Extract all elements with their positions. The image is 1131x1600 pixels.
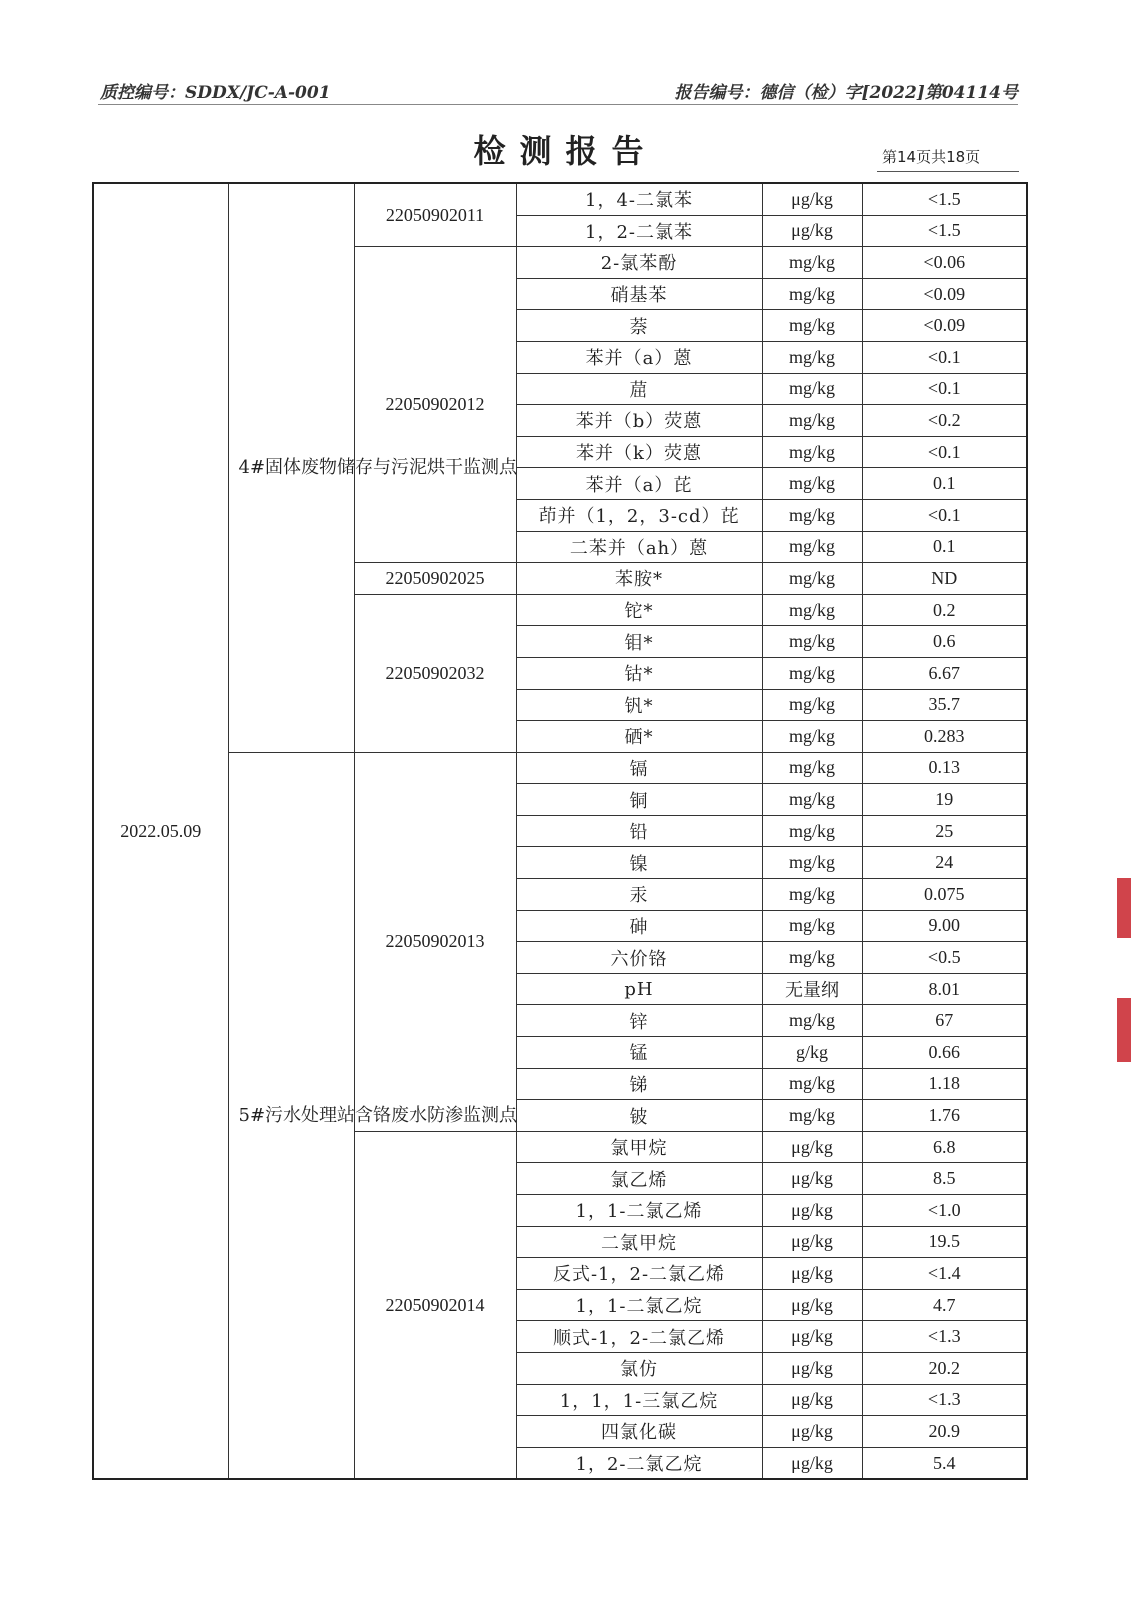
result-value: 35.7: [862, 689, 1027, 721]
test-item: 锑: [516, 1068, 762, 1100]
result-value: 5.4: [862, 1447, 1027, 1479]
unit: μg/kg: [762, 1289, 862, 1321]
unit: mg/kg: [762, 784, 862, 816]
test-item: 砷: [516, 910, 762, 942]
sample-number: 22050902012: [354, 247, 516, 563]
report-number: 报告编号：德信（检）字[2022]第04114号: [674, 83, 1018, 103]
test-item: 氯仿: [516, 1352, 762, 1384]
result-value: <1.4: [862, 1258, 1027, 1290]
unit: mg/kg: [762, 310, 862, 342]
seal-fragment: [1117, 878, 1131, 938]
test-item: 钴*: [516, 657, 762, 689]
result-value: 0.283: [862, 721, 1027, 753]
result-value: 8.01: [862, 973, 1027, 1005]
result-value: <0.1: [862, 436, 1027, 468]
unit: mg/kg: [762, 436, 862, 468]
test-item: 1，1，1-三氯乙烷: [516, 1384, 762, 1416]
unit: mg/kg: [762, 879, 862, 911]
result-value: 0.2: [862, 594, 1027, 626]
monitoring-site: 4#固体废物储存与污泥烘干监测点: [228, 183, 354, 752]
test-item: 钒*: [516, 689, 762, 721]
test-item: 1，1-二氯乙烷: [516, 1289, 762, 1321]
result-value: 24: [862, 847, 1027, 879]
result-value: 20.2: [862, 1352, 1027, 1384]
result-value: <0.1: [862, 341, 1027, 373]
page-info-underline: [877, 171, 1019, 172]
unit: μg/kg: [762, 1131, 862, 1163]
seal-fragment: [1117, 998, 1131, 1062]
result-value: <0.1: [862, 373, 1027, 405]
result-value: 25: [862, 815, 1027, 847]
test-item: 1，2-二氯乙烷: [516, 1447, 762, 1479]
page-info: 第14页共18页: [882, 148, 981, 166]
table-row: [93, 183, 1027, 215]
unit: μg/kg: [762, 183, 862, 215]
result-value: <0.09: [862, 310, 1027, 342]
unit: mg/kg: [762, 247, 862, 279]
test-item: 镍: [516, 847, 762, 879]
test-item: 氯甲烷: [516, 1131, 762, 1163]
result-value: 0.6: [862, 626, 1027, 658]
test-item: 1，2-二氯苯: [516, 215, 762, 247]
test-item: 铊*: [516, 594, 762, 626]
result-value: 1.76: [862, 1100, 1027, 1132]
unit: mg/kg: [762, 341, 862, 373]
result-value: 1.18: [862, 1068, 1027, 1100]
unit: mg/kg: [762, 563, 862, 595]
test-item: 铜: [516, 784, 762, 816]
test-item: 苯并（b）荧蒽: [516, 405, 762, 437]
unit: mg/kg: [762, 1100, 862, 1132]
unit: μg/kg: [762, 1352, 862, 1384]
test-item: 苯并（k）荧蒽: [516, 436, 762, 468]
result-value: ND: [862, 563, 1027, 595]
unit: mg/kg: [762, 1068, 862, 1100]
result-value: 6.8: [862, 1131, 1027, 1163]
test-item: 硝基苯: [516, 278, 762, 310]
unit: mg/kg: [762, 626, 862, 658]
unit: mg/kg: [762, 1005, 862, 1037]
result-value: 6.67: [862, 657, 1027, 689]
unit: mg/kg: [762, 657, 862, 689]
result-value: 19: [862, 784, 1027, 816]
unit: mg/kg: [762, 278, 862, 310]
unit: mg/kg: [762, 468, 862, 500]
result-value: 0.1: [862, 468, 1027, 500]
unit: mg/kg: [762, 499, 862, 531]
unit: mg/kg: [762, 847, 862, 879]
results-table: [92, 182, 1028, 1480]
test-item: 六价铬: [516, 942, 762, 974]
unit: 无量纲: [762, 973, 862, 1005]
test-item: 铍: [516, 1100, 762, 1132]
unit: μg/kg: [762, 1447, 862, 1479]
test-item: 苯并（a）蒽: [516, 341, 762, 373]
unit: μg/kg: [762, 1416, 862, 1448]
unit: mg/kg: [762, 721, 862, 753]
header-divider: [98, 104, 1018, 105]
result-value: <0.5: [862, 942, 1027, 974]
unit: mg/kg: [762, 815, 862, 847]
result-value: 0.1: [862, 531, 1027, 563]
result-value: 9.00: [862, 910, 1027, 942]
unit: g/kg: [762, 1037, 862, 1069]
test-item: 硒*: [516, 721, 762, 753]
result-value: <0.06: [862, 247, 1027, 279]
test-item: 萘: [516, 310, 762, 342]
result-value: 0.13: [862, 752, 1027, 784]
result-value: 20.9: [862, 1416, 1027, 1448]
sample-number: 22050902014: [354, 1131, 516, 1479]
test-item: 1，1-二氯乙烯: [516, 1195, 762, 1227]
test-item: 茚并（1，2，3-cd）芘: [516, 499, 762, 531]
test-item: 䓛: [516, 373, 762, 405]
result-value: 0.66: [862, 1037, 1027, 1069]
unit: μg/kg: [762, 1321, 862, 1353]
unit: mg/kg: [762, 531, 862, 563]
sample-number: 22050902032: [354, 594, 516, 752]
result-value: 19.5: [862, 1226, 1027, 1258]
result-value: 4.7: [862, 1289, 1027, 1321]
unit: mg/kg: [762, 594, 862, 626]
test-item: 苯并（a）芘: [516, 468, 762, 500]
unit: μg/kg: [762, 1384, 862, 1416]
unit: μg/kg: [762, 1258, 862, 1290]
test-item: 铅: [516, 815, 762, 847]
test-item: 苯胺*: [516, 563, 762, 595]
unit: μg/kg: [762, 1226, 862, 1258]
result-value: <1.5: [862, 183, 1027, 215]
test-item: 二氯甲烷: [516, 1226, 762, 1258]
test-item: 钼*: [516, 626, 762, 658]
result-value: <1.3: [862, 1321, 1027, 1353]
qc-number: 质控编号：SDDX/JC-A-001: [100, 83, 331, 103]
test-item: 锌: [516, 1005, 762, 1037]
result-value: 67: [862, 1005, 1027, 1037]
unit: mg/kg: [762, 689, 862, 721]
test-item: 二苯并（ah）蒽: [516, 531, 762, 563]
unit: μg/kg: [762, 215, 862, 247]
unit: μg/kg: [762, 1195, 862, 1227]
unit: μg/kg: [762, 1163, 862, 1195]
result-value: <1.0: [862, 1195, 1027, 1227]
test-item: 镉: [516, 752, 762, 784]
result-value: <1.3: [862, 1384, 1027, 1416]
result-value: <0.2: [862, 405, 1027, 437]
result-value: <1.5: [862, 215, 1027, 247]
unit: mg/kg: [762, 942, 862, 974]
test-item: 顺式-1，2-二氯乙烯: [516, 1321, 762, 1353]
unit: mg/kg: [762, 752, 862, 784]
sampling-date: 2022.05.09: [93, 183, 228, 1479]
result-value: 0.075: [862, 879, 1027, 911]
test-item: 四氯化碳: [516, 1416, 762, 1448]
sample-number: 22050902025: [354, 563, 516, 595]
monitoring-site: 5#污水处理站含铬废水防渗监测点: [228, 752, 354, 1479]
result-value: <0.09: [862, 278, 1027, 310]
unit: mg/kg: [762, 373, 862, 405]
test-item: 2-氯苯酚: [516, 247, 762, 279]
sample-number: 22050902011: [354, 183, 516, 247]
test-item: 汞: [516, 879, 762, 911]
test-item: pH: [516, 973, 762, 1005]
unit: mg/kg: [762, 405, 862, 437]
sample-number: 22050902013: [354, 752, 516, 1131]
table-row: [93, 752, 1027, 784]
result-value: <0.1: [862, 499, 1027, 531]
unit: mg/kg: [762, 910, 862, 942]
test-item: 反式-1，2-二氯乙烯: [516, 1258, 762, 1290]
result-value: 8.5: [862, 1163, 1027, 1195]
test-item: 锰: [516, 1037, 762, 1069]
page-title: 检测报告: [473, 132, 658, 170]
test-item: 氯乙烯: [516, 1163, 762, 1195]
test-item: 1，4-二氯苯: [516, 183, 762, 215]
